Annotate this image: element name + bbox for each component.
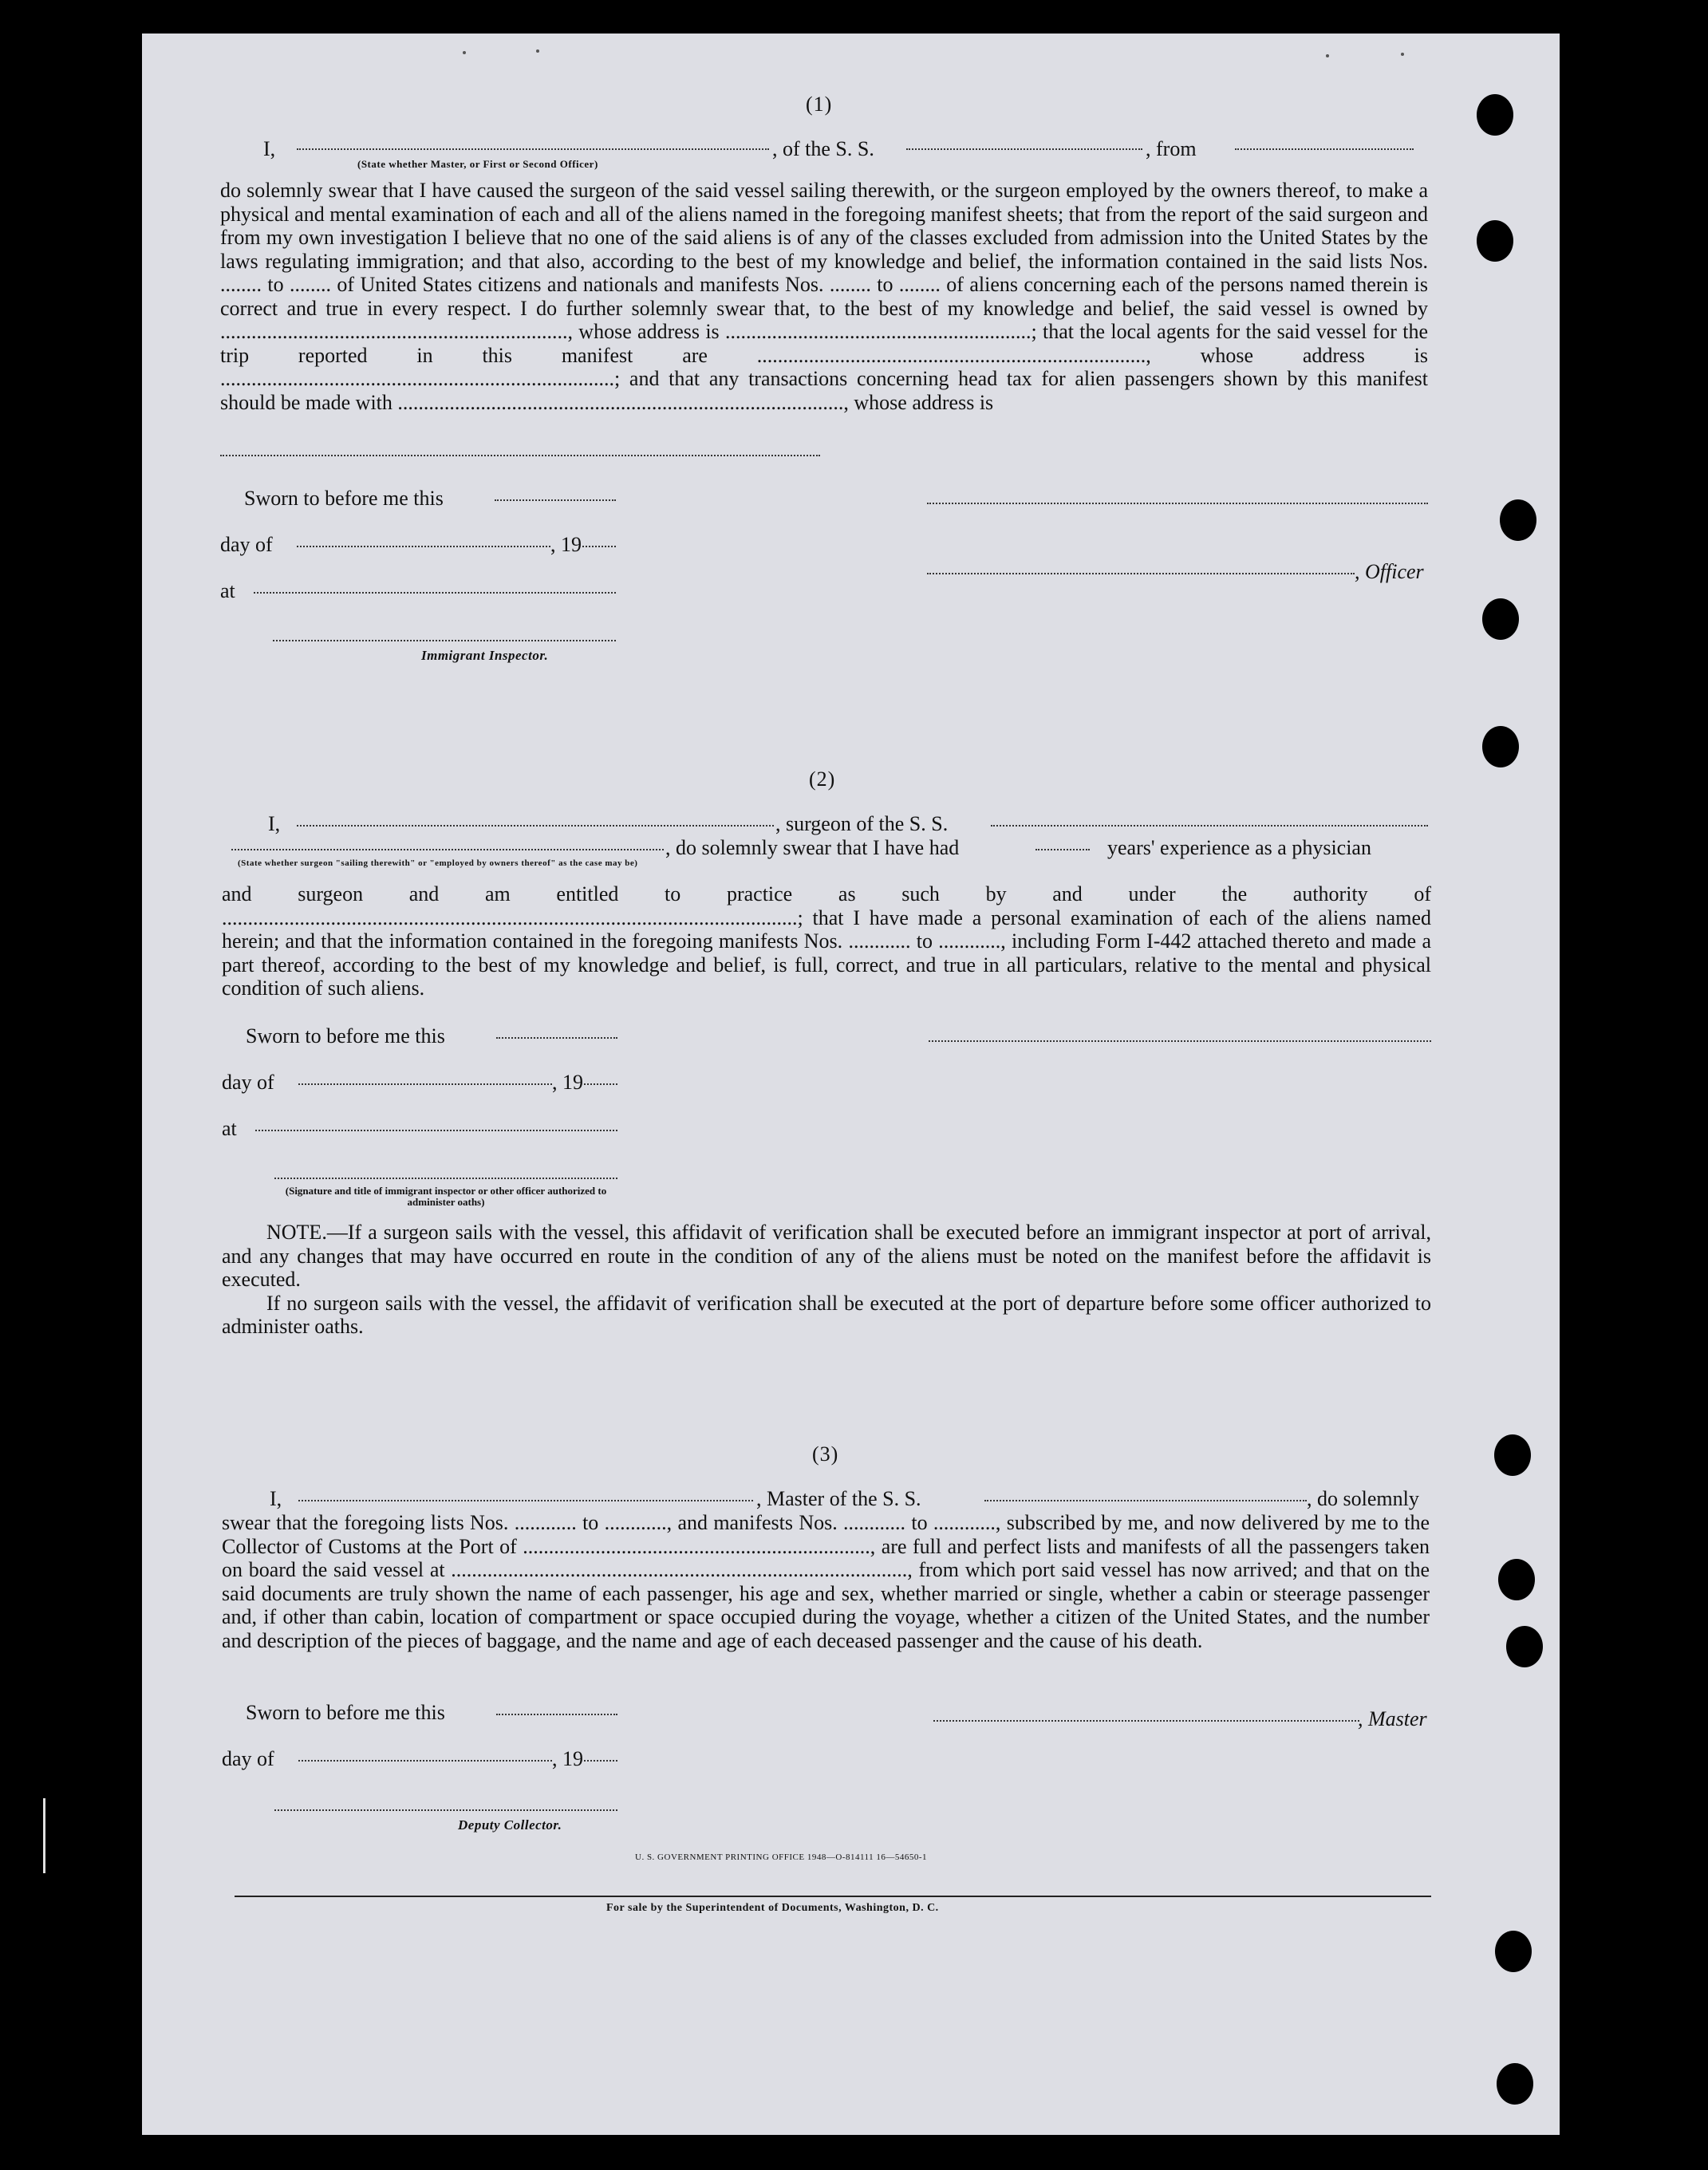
- ship-name-field-3[interactable]: [984, 1500, 1307, 1501]
- section-3-body: swear that the foregoing lists Nos. ............ to ............, and manifests Nos. ............ to ............, subscribed by me, and now delivered by me to the Collector of Customs at the Port of ..................................................................., are full and perfect lists and manifests of all the passengers taken on board the said vessel at ........................................................................................, from which port said vessel has now arrived; and that on the said documents are truly shown the name of each passenger, his age and sex, whether married or single, whether a cabin or steerage passenger and, if other than cabin, location of compartment or space occupied during the voyage, whether a citizen of the United States, and the number and description of the pieces of baggage, and the name and age of each deceased passenger and the cause of his death.: [222, 1511, 1430, 1652]
- years-experience-label: years' experience as a physician: [1107, 836, 1371, 859]
- form-page: [142, 34, 1560, 2135]
- sworn-label-1: Sworn to before me this: [244, 487, 444, 510]
- officer-signature-field[interactable]: [927, 573, 1355, 574]
- note-1: [222, 1221, 1431, 1339]
- master-label: , Master: [1358, 1707, 1427, 1730]
- signature-caption: (Signature and title of immigrant inspector or other officer authorized to administer oaths): [285, 1185, 607, 1208]
- sworn-label-2: Sworn to before me this: [246, 1024, 445, 1048]
- do-solemnly-label: , do solemnly: [1307, 1487, 1419, 1510]
- place-field-2[interactable]: [255, 1130, 617, 1131]
- master-of-label: , Master of the S. S.: [756, 1487, 921, 1510]
- address-continuation-field[interactable]: [220, 455, 820, 456]
- officer-caption: (State whether Master, or First or Second Officer): [357, 158, 598, 170]
- authorized-officer-signature-field[interactable]: [274, 1178, 617, 1179]
- officer-signature-field-a[interactable]: [927, 503, 1428, 504]
- month-field-2[interactable]: [298, 1083, 552, 1085]
- deputy-signature-field[interactable]: [274, 1809, 617, 1811]
- at-label-1: at: [220, 579, 235, 602]
- note-2-text: If no surgeon sails with the vessel, the affidavit of verification shall be executed at the port of departure before some officer authorized to administer oaths.: [222, 1291, 1431, 1338]
- year-prefix-2: , 19: [552, 1071, 583, 1094]
- officer-label: , Officer: [1355, 560, 1424, 583]
- printing-office-note: U. S. GOVERNMENT PRINTING OFFICE 1948—O-814111 16—54650-1: [635, 1852, 928, 1862]
- section-3-number: (3): [812, 1442, 839, 1466]
- section-2-number: (2): [809, 767, 836, 791]
- edge-mark: [43, 1798, 45, 1873]
- day-of-label-1: day of: [220, 533, 273, 556]
- sworn-day-field-1[interactable]: [495, 499, 616, 501]
- year-field-3[interactable]: [584, 1760, 617, 1762]
- years-experience-field[interactable]: [1035, 849, 1090, 850]
- immigrant-inspector-caption: Immigrant Inspector.: [421, 648, 549, 663]
- section-1-body: do solemnly swear that I have caused the surgeon of the said vessel sailing therewith, or the surgeon employed by the owners thereof, to make a physical and mental examination of each and all of the aliens named in the foregoing manifest sheets; that from the report of the said surgeon and from my own investigation I believe that no one of the said aliens is of any of the classes excluded from admission into the United States by the laws regulating immigration; and that also, according to the best of my knowledge and belief, the information contained in the said lists Nos. ........ to ........ of United States citizens and nationals and manifests Nos. ........ to ........ of aliens concerning each of the persons named therein is correct and true in every respect. I do further solemnly swear that, to the best of my knowledge and belief, the said vessel is owned by ..................................................................., whose address is ...........................................................; that the local agents for the said vessel for the trip reported in this manifest are ..........................................................................., whose address is ............................................................................; and that any transactions concerning head tax for alien passengers shown by this manifest should be made with ......................................................................................, whose address is: [220, 179, 1428, 414]
- at-label-2: at: [222, 1117, 237, 1140]
- surgeon-caption: (State whether surgeon "sailing therewith" or "employed by owners thereof" as the case may be): [238, 858, 638, 868]
- month-field-1[interactable]: [297, 546, 550, 547]
- section-2-i: I,: [268, 812, 281, 835]
- ship-name-field-2[interactable]: [991, 825, 1428, 827]
- footer-rule: [235, 1896, 1431, 1897]
- from-port-field[interactable]: [1235, 148, 1414, 150]
- deputy-collector-caption: Deputy Collector.: [458, 1817, 562, 1833]
- surgeon-name-field[interactable]: [297, 825, 774, 827]
- section-1-from: , from: [1146, 137, 1197, 160]
- ship-name-field[interactable]: [906, 148, 1142, 150]
- sworn-label-3: Sworn to before me this: [246, 1701, 445, 1724]
- year-field-1[interactable]: [582, 546, 616, 547]
- section-1-number: (1): [806, 93, 833, 116]
- solemnly-swear-label: , do solemnly swear that I have had: [665, 836, 960, 859]
- surgeon-of-label: , surgeon of the S. S.: [775, 812, 949, 835]
- master-name-field[interactable]: [298, 1500, 753, 1501]
- master-signature-field[interactable]: [933, 1720, 1359, 1722]
- note-1-text: NOTE.—If a surgeon sails with the vessel, this affidavit of verification shall be executed before an immigrant inspector at port of arrival, and any changes that may have occurred en route in the condition of any of the aliens must be noted on the manifest before the affidavit is executed.: [222, 1221, 1431, 1291]
- section-1-of-ss: , of the S. S.: [772, 137, 874, 160]
- day-of-label-3: day of: [222, 1747, 274, 1770]
- officer-name-field[interactable]: [297, 148, 769, 150]
- place-field-1[interactable]: [254, 592, 616, 594]
- year-prefix-3: , 19: [552, 1747, 583, 1770]
- month-field-3[interactable]: [298, 1760, 552, 1762]
- section-1-i: I,: [263, 137, 276, 160]
- year-field-2[interactable]: [584, 1083, 617, 1085]
- inspector-signature-field[interactable]: [273, 640, 616, 641]
- section-3-i: I,: [270, 1487, 282, 1510]
- affidavit-form: [142, 34, 1560, 2135]
- surgeon-signature-field[interactable]: [929, 1040, 1431, 1042]
- sworn-day-field-3[interactable]: [496, 1714, 617, 1715]
- surgeon-status-field[interactable]: [231, 849, 664, 850]
- sworn-day-field-2[interactable]: [496, 1037, 617, 1039]
- section-2-body: and surgeon and am entitled to practice as such by and under the authority of ...............................................................................................................; that I have made a personal examination of each of the aliens named herein; and that the information contained in the foregoing manifests Nos. ............ to ............, including Form I-442 attached thereto and made a part thereof, according to the best of my knowledge and belief, is full, correct, and true in all particulars, relative to the mental and physical condition of such aliens.: [222, 882, 1431, 1000]
- year-prefix-1: , 19: [550, 533, 582, 556]
- day-of-label-2: day of: [222, 1071, 274, 1094]
- for-sale-note: For sale by the Superintendent of Documents, Washington, D. C.: [606, 1902, 939, 1914]
